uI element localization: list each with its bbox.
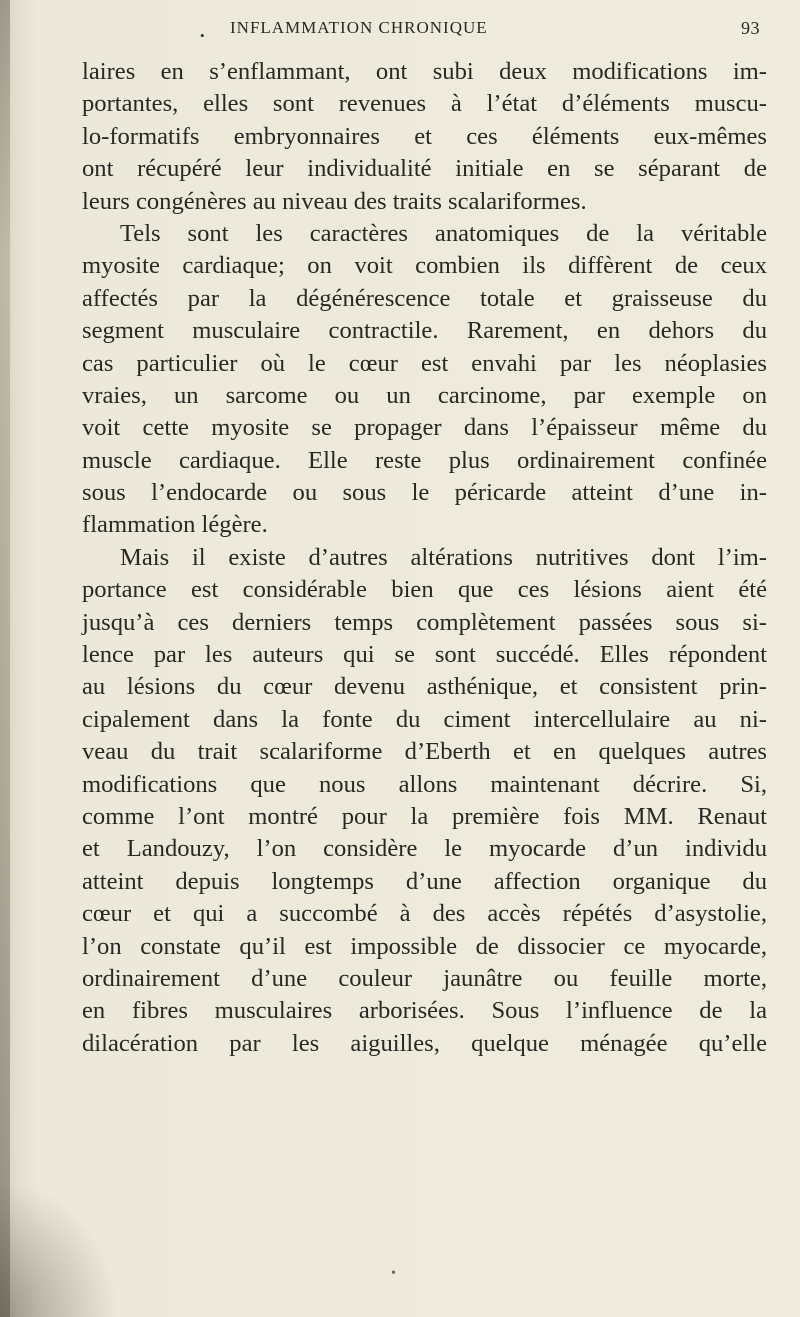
text-line: et Landouzy, l’on considère le myocarde d’un individu <box>82 835 767 863</box>
text-line: veau du trait scalariforme d’Eberth et en quelques autres <box>82 738 767 766</box>
text-line: segment musculaire contractile. Rarement, en dehors du <box>82 317 767 345</box>
ink-speck-icon: • <box>391 1266 396 1281</box>
text-line: flammation légère. <box>82 511 268 539</box>
text-line: l’on constate qu’il est impossible de dissocier ce myocarde, <box>82 932 767 960</box>
text-line: comme l’ont montré pour la première fois MM. Renaut <box>82 802 767 830</box>
text-line: au lésions du cœur devenu asthénique, et consistent prin- <box>82 673 767 701</box>
text-line: en fibres musculaires arborisées. Sous l’influence de la <box>82 997 767 1025</box>
page-number: 93 <box>741 18 760 38</box>
text-line: laires en s’enflammant, ont subi deux modifications im- <box>82 58 767 85</box>
text-line: cœur et qui a succombé à des accès répétés d’asystolie, <box>82 900 767 928</box>
text-line: lence par les auteurs qui se sont succédé. Elles répondent <box>82 641 767 669</box>
text-line: modifications que nous allons maintenant décrire. Si, <box>82 770 767 798</box>
text-line: ordinairement d’une couleur jaunâtre ou feuille morte, <box>82 964 767 992</box>
text-line: atteint depuis longtemps d’une affection organique du <box>82 867 767 895</box>
running-head <box>110 14 760 48</box>
running-title: INFLAMMATION CHRONIQUE <box>230 18 488 37</box>
text-line: dilacération par les aiguilles, quelque ménagée qu’elle <box>82 1029 767 1057</box>
text-line: Tels sont les caractères anatomiques de la véritable <box>120 219 767 247</box>
binding-shadow <box>0 0 10 1317</box>
text-line: lo-formatifs embryonnaires et ces éléments eux-mêmes <box>82 122 767 150</box>
page-stain <box>0 1180 120 1317</box>
text-line: voit cette myosite se propager dans l’épaisseur même du <box>82 414 767 442</box>
text-line: cipalement dans la fonte du ciment intercellulaire au ni- <box>82 705 767 733</box>
text-line: portantes, elles sont revenues à l’état d’éléments muscu- <box>82 90 767 118</box>
text-line: affectés par la dégénérescence totale et graisseuse du <box>82 284 767 312</box>
text-line: ont récupéré leur individualité initiale en se séparant de <box>82 155 767 183</box>
text-line: sous l’endocarde ou sous le péricarde atteint d’une in- <box>82 479 767 507</box>
text-line: jusqu’à ces derniers temps complètement passées sous si- <box>82 608 767 636</box>
text-line: leurs congénères au niveau des traits scalariformes. <box>82 187 587 215</box>
text-line: vraies, un sarcome ou un carcinome, par exemple on <box>82 381 767 409</box>
body-text <box>82 56 767 1060</box>
text-line: muscle cardiaque. Elle reste plus ordinairement confinée <box>82 446 767 474</box>
bullet-icon: • <box>200 28 206 43</box>
text-line: portance est considérable bien que ces lésions aient été <box>82 576 767 604</box>
text-line: myosite cardiaque; on voit combien ils diffèrent de ceux <box>82 252 767 280</box>
text-line: cas particulier où le cœur est envahi par les néoplasies <box>82 349 767 377</box>
text-line: Mais il existe d’autres altérations nutritives dont l’im- <box>120 543 767 571</box>
